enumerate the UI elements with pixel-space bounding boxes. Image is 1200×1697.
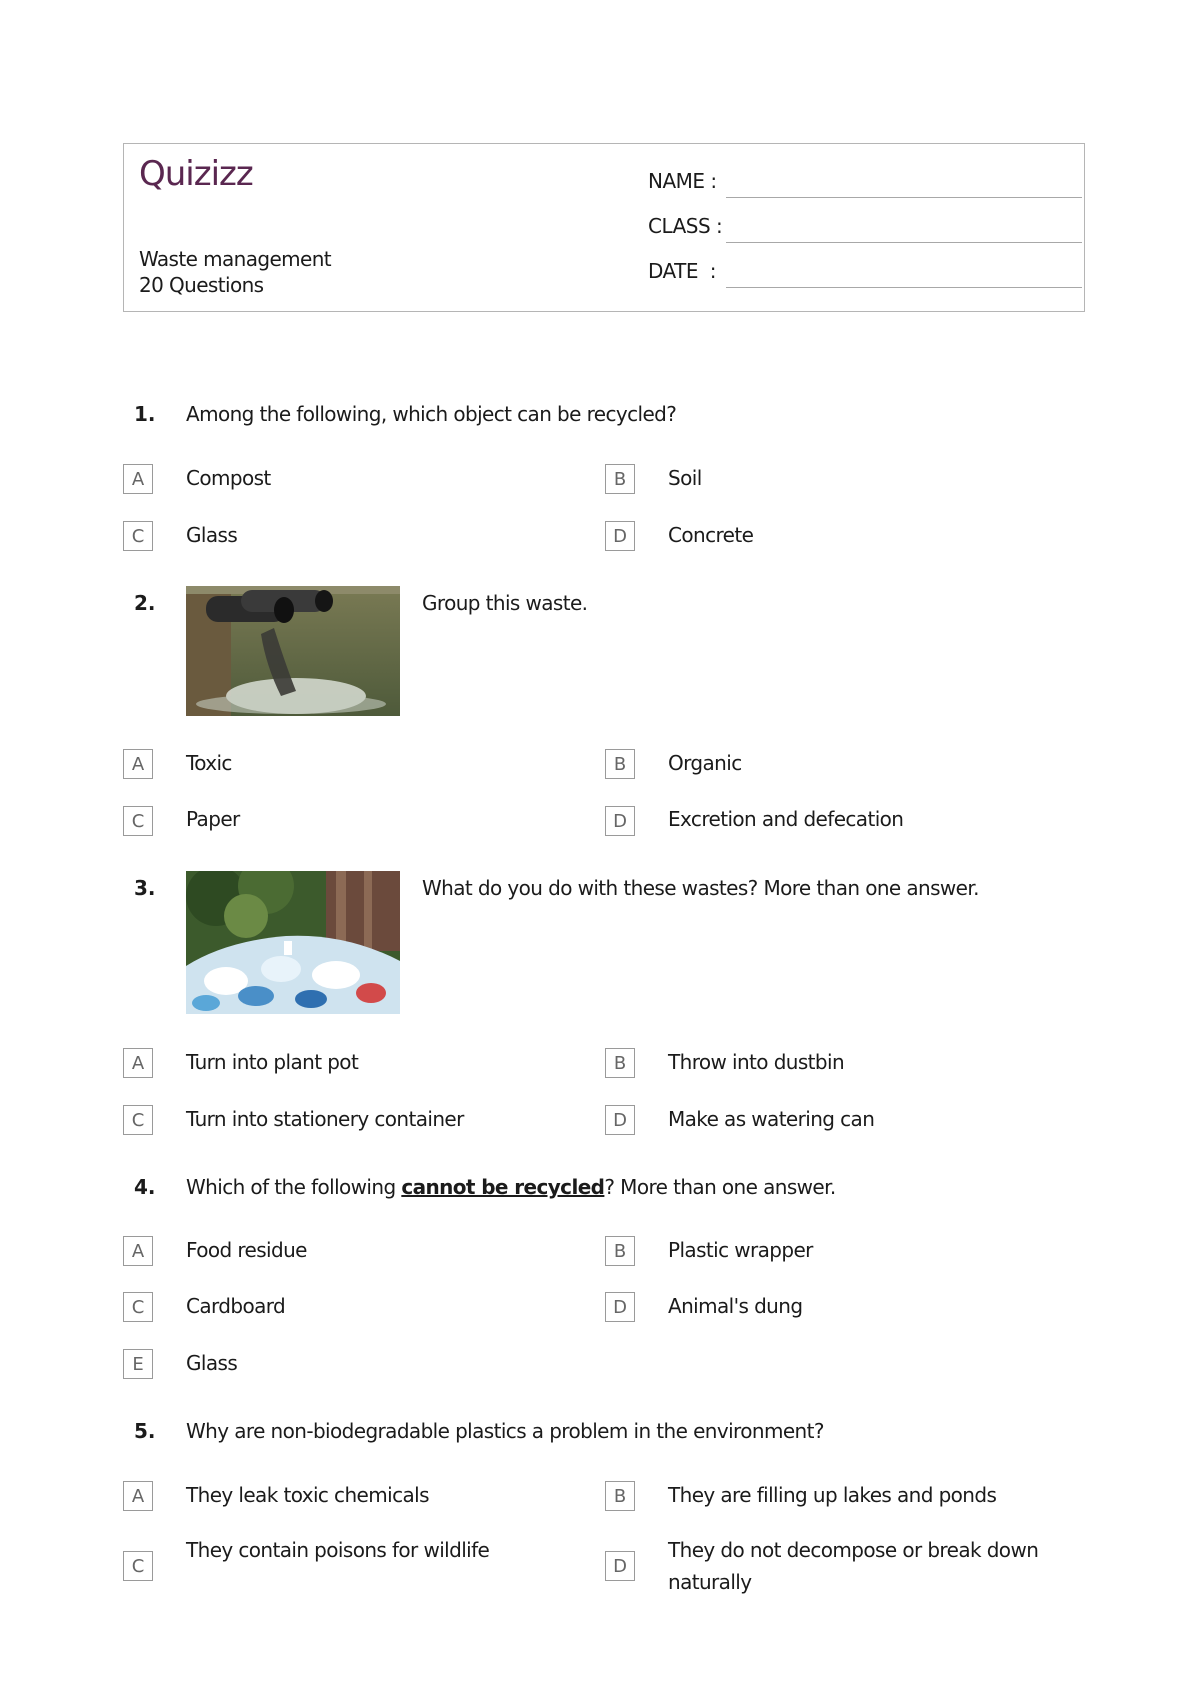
option-text: Glass — [186, 1351, 238, 1375]
option-text: Cardboard — [186, 1294, 286, 1318]
option-letter-c[interactable]: C — [123, 521, 153, 551]
option-text: Paper — [186, 807, 240, 831]
option-text: They are filling up lakes and ponds — [668, 1483, 997, 1507]
option-letter-d[interactable]: D — [605, 1551, 635, 1581]
option-text: Soil — [668, 466, 702, 490]
question-number: 3. — [134, 876, 156, 900]
option-text: Throw into dustbin — [668, 1050, 845, 1074]
date-line — [726, 287, 1082, 288]
question-text-after: ? More than one answer. — [604, 1175, 836, 1199]
option-letter-c[interactable]: C — [123, 806, 153, 836]
question-emphasis: cannot be recycled — [401, 1175, 605, 1199]
option-text: Glass — [186, 523, 238, 547]
option-letter-d[interactable]: D — [605, 1105, 635, 1135]
option-text: Turn into plant pot — [186, 1050, 359, 1074]
option-text: They do not decompose or break down naturally — [668, 1538, 1039, 1594]
question-text — [186, 1175, 836, 1199]
option-text: Compost — [186, 466, 271, 490]
worksheet-header — [123, 143, 1085, 312]
sewage-pipe-image — [186, 586, 400, 716]
option-text: Organic — [668, 751, 742, 775]
quiz-title: Waste management — [139, 247, 332, 271]
plastic-bottles-image — [186, 871, 400, 1014]
option-text: Excretion and defecation — [668, 807, 904, 831]
option-letter-b[interactable]: B — [605, 1048, 635, 1078]
option-text: Concrete — [668, 523, 754, 547]
option-text: Animal's dung — [668, 1294, 803, 1318]
option-letter-b[interactable]: B — [605, 749, 635, 779]
option-letter-b[interactable]: B — [605, 1236, 635, 1266]
question-text: What do you do with these wastes? More than one answer. — [422, 876, 979, 900]
option-letter-d[interactable]: D — [605, 521, 635, 551]
option-letter-c[interactable]: C — [123, 1105, 153, 1135]
option-letter-b[interactable]: B — [605, 464, 635, 494]
option-letter-c[interactable]: C — [123, 1292, 153, 1322]
option-text: Make as watering can — [668, 1107, 875, 1131]
option-text: Toxic — [186, 751, 232, 775]
option-letter-e[interactable]: E — [123, 1349, 153, 1379]
question-text: Group this waste. — [422, 591, 588, 615]
name-label: NAME : — [648, 169, 717, 193]
question-count: 20 Questions — [139, 273, 264, 297]
option-letter-a[interactable]: A — [123, 1481, 153, 1511]
name-field[interactable] — [648, 169, 1068, 199]
question-text: Why are non-biodegradable plastics a problem in the environment? — [186, 1419, 824, 1443]
class-field[interactable] — [648, 214, 1068, 244]
option-letter-d[interactable]: D — [605, 1292, 635, 1322]
quizizz-logo: Quizizz — [139, 154, 253, 194]
option-text: Turn into stationery container — [186, 1107, 464, 1131]
option-letter-a[interactable]: A — [123, 464, 153, 494]
option-letter-d[interactable]: D — [605, 806, 635, 836]
class-label: CLASS : — [648, 214, 723, 238]
date-label: DATE : — [648, 259, 716, 283]
question-number: 4. — [134, 1175, 156, 1199]
option-letter-a[interactable]: A — [123, 1048, 153, 1078]
date-field[interactable] — [648, 259, 1068, 289]
question-text-before: Which of the following — [186, 1175, 402, 1199]
option-text: They leak toxic chemicals — [186, 1483, 429, 1507]
option-letter-a[interactable]: A — [123, 1236, 153, 1266]
question-number: 1. — [134, 402, 156, 426]
option-letter-a[interactable]: A — [123, 749, 153, 779]
question-text: Among the following, which object can be recycled? — [186, 402, 677, 426]
option-letter-b[interactable]: B — [605, 1481, 635, 1511]
question-number: 5. — [134, 1419, 156, 1443]
class-line — [726, 242, 1082, 243]
option-text: They contain poisons for wildlife — [186, 1538, 490, 1562]
option-text: Plastic wrapper — [668, 1238, 813, 1262]
option-text: Food residue — [186, 1238, 307, 1262]
question-number: 2. — [134, 591, 156, 615]
name-line — [726, 197, 1082, 198]
option-letter-c[interactable]: C — [123, 1551, 153, 1581]
